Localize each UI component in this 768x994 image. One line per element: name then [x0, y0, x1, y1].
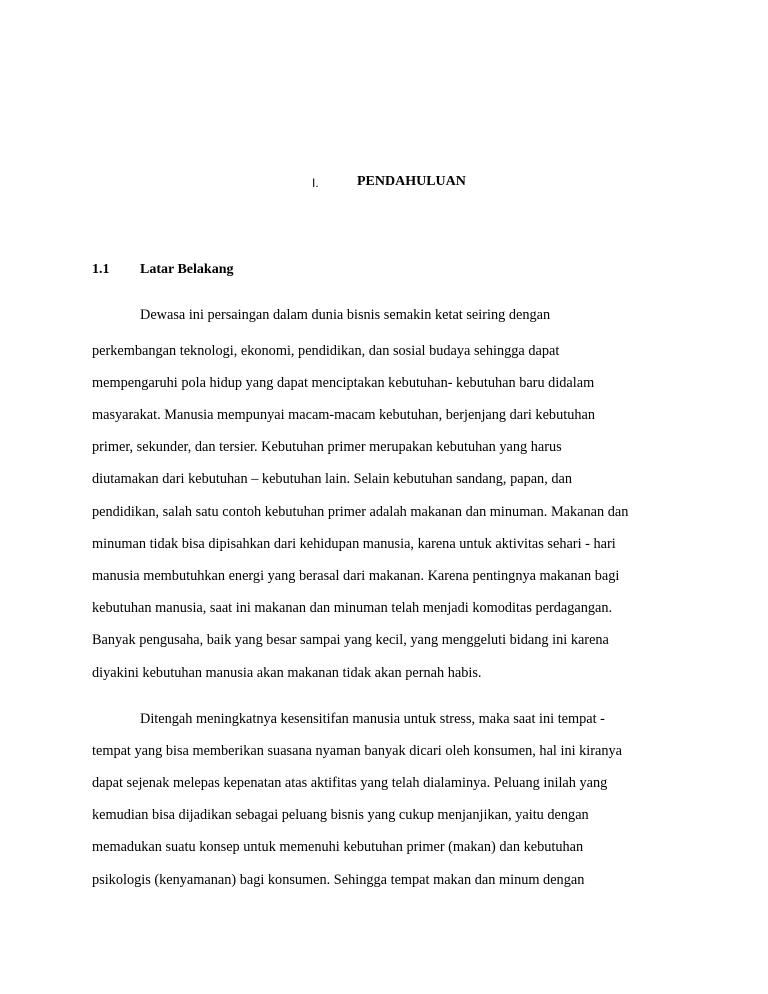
paragraph-line: psikologis (kenyamanan) bagi konsumen. Sehingga tempat makan dan minum dengan: [92, 872, 585, 888]
section-number: 1.1: [92, 262, 110, 277]
chapter-number: I.: [312, 176, 319, 190]
paragraph-line: mempengaruhi pola hidup yang dapat menciptakan kebutuhan- kebutuhan baru didalam: [92, 375, 595, 391]
paragraph-line: kemudian bisa dijadikan sebagai peluang bisnis yang cukup menjanjikan, yaitu dengan: [92, 807, 589, 823]
chapter-title: PENDAHULUAN: [357, 174, 466, 189]
paragraph-line: Ditengah meningkatnya kesensitifan manusia untuk stress, maka saat ini tempat -: [140, 711, 605, 727]
paragraph-line: primer, sekunder, dan tersier. Kebutuhan primer merupakan kebutuhan yang harus: [92, 439, 562, 455]
paragraph-line: minuman tidak bisa dipisahkan dari kehidupan manusia, karena untuk aktivitas sehari - hari: [92, 536, 616, 552]
paragraph-line: dapat sejenak melepas kepenatan atas aktifitas yang telah dialaminya. Peluang inilah yang: [92, 775, 608, 791]
paragraph-line: diyakini kebutuhan manusia akan makanan tidak akan pernah habis.: [92, 665, 482, 681]
paragraph-line: pendidikan, salah satu contoh kebutuhan primer adalah makanan dan minuman. Makanan dan: [92, 504, 629, 520]
paragraph-line: diutamakan dari kebutuhan – kebutuhan lain. Selain kebutuhan sandang, papan, dan: [92, 471, 572, 487]
paragraph-line: manusia membutuhkan energi yang berasal dari makanan. Karena pentingnya makanan bagi: [92, 568, 620, 584]
paragraph-line: masyarakat. Manusia mempunyai macam-macam kebutuhan, berjenjang dari kebutuhan: [92, 407, 595, 423]
paragraph-line: perkembangan teknologi, ekonomi, pendidikan, dan sosial budaya sehingga dapat: [92, 343, 560, 359]
paragraph-line: Dewasa ini persaingan dalam dunia bisnis semakin ketat seiring dengan: [140, 307, 551, 323]
paragraph-line: Banyak pengusaha, baik yang besar sampai yang kecil, yang menggeluti bidang ini karena: [92, 632, 609, 648]
paragraph-line: memadukan suatu konsep untuk memenuhi kebutuhan primer (makan) dan kebutuhan: [92, 839, 584, 855]
section-title: Latar Belakang: [140, 262, 234, 277]
paragraph-line: tempat yang bisa memberikan suasana nyaman banyak dicari oleh konsumen, hal ini kiranya: [92, 743, 623, 759]
paragraph-line: kebutuhan manusia, saat ini makanan dan minuman telah menjadi komoditas perdagangan.: [92, 600, 613, 616]
